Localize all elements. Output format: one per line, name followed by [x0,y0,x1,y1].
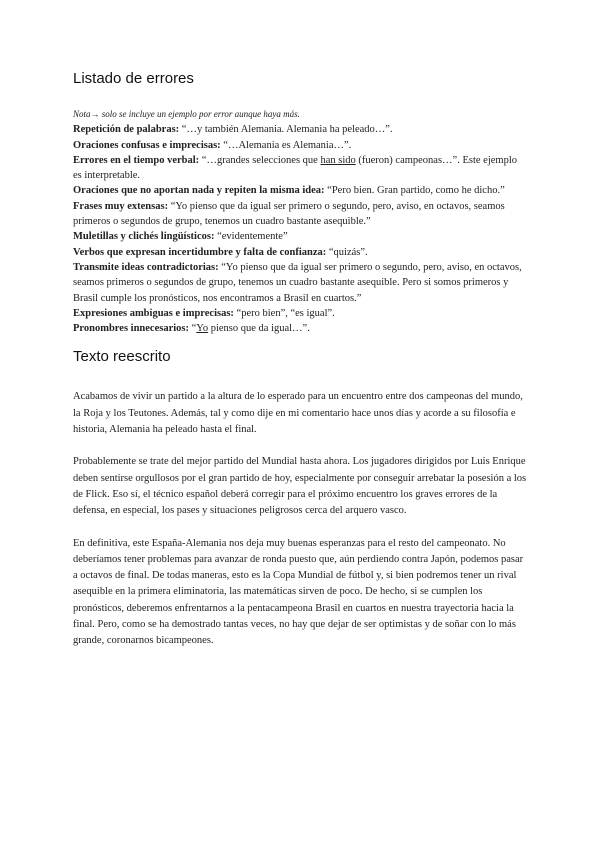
rewritten-heading: Texto reescrito [73,348,171,366]
document-page [73,70,528,666]
paragraph: Acabamos de vivir un partido a la altura de lo esperado para un encuentro entre dos campeonas del mundo, la Roja y los Teutones. Además, tal y como dije en mi comentario hace unos días y acorde a su filosofía e historia, Alemania ha peleado hasta el final. [73,391,523,436]
error-item: Muletillas y clichés lingüísticos: “evidentemente” [73,231,288,243]
error-item: Expresiones ambiguas e imprecisas: “pero bien”, “es igual”. [73,307,335,319]
paragraph: Probablemente se trate del mejor partido del Mundial hasta ahora. Los jugadores dirigidos por Luis Enrique deben sentirse orgullosos por el gran partido de hoy, especialmente por conseguir arrebatar la posesión a los de Flick. Eso sí, el técnico español deberá corregir para el próximo encuentro los graves errores de la defensa, en especial, los pases y situaciones peligrosos cerca del arquero vasco. [73,456,527,517]
error-label: Repetición de palabras: [73,124,180,136]
errors-list [73,107,528,336]
underlined-text: han sido [320,154,356,166]
error-label: Pronombres innecesarios: [73,323,189,335]
error-item: Repetición de palabras: “…y también Alemania. Alemania ha peleado…”. [73,124,393,136]
error-item: Oraciones confusas e imprecisas: “…Alemania es Alemania…”. [73,139,352,151]
error-label: Oraciones confusas e imprecisas: [73,139,221,151]
note: Nota→ solo se incluye un ejemplo por error aunque haya más. [73,109,300,119]
error-item: Errores en el tiempo verbal: “…grandes selecciones que han sido (fueron) campeonas…”. Este ejemplo es interpretable. [73,154,517,182]
underlined-text: Yo [196,323,209,335]
error-label: Expresiones ambiguas e imprecisas: [73,307,234,319]
rewritten-text [73,389,528,649]
error-item: Frases muy extensas: “Yo pienso que da igual ser primero o segundo, pero, aviso, en octavos, seamos primeros o segundos de grupo, tenemos un cuadro bastante asequible.” [73,200,505,228]
paragraph: En definitiva, este España-Alemania nos deja muy buenas esperanzas para el resto del campeonato. No deberíamos tener problemas para avanzar de ronda puesto que, aún perdiendo contra Japón, podemos pasar a octavos de final. De todas maneras, esto es la Copa Mundial de fútbol y, si bien podremos tener un rival asequible en la primera eliminatoria, las matemáticas sirven de poco. De hecho, si se cumplen los pronósticos, deberemos enfrentarnos a la pentacampeona Brasil en cuartos en nuestra trayectoria hacia la final. Pero, como se ha demostrado tantas veces, no hay que dejar de ser optimistas y de soñar con lo más grande, coronarnos bicampeones. [73,537,524,647]
error-item: Transmite ideas contradictorias: “Yo pienso que da igual ser primero o segundo, pero, aviso, en octavos, seamos primeros o segundos de grupo, tenemos un cuadro bastante asequible. Pero si somos primeros y Brasil cumple los pronósticos, nos encontramos a Brasil en cuartos.” [73,261,522,304]
error-label: Oraciones que no aportan nada y repiten la misma idea: [73,185,325,197]
error-item: Pronombres innecesarios: “Yo pienso que da igual…”. [73,323,310,335]
error-label: Transmite ideas contradictorias: [73,261,219,273]
error-label: Errores en el tiempo verbal: [73,154,200,166]
error-label: Frases muy extensas: [73,200,169,212]
error-item: Verbos que expresan incertidumbre y falta de confianza: “quizás”. [73,246,368,258]
error-item: Oraciones que no aportan nada y repiten la misma idea: “Pero bien. Gran partido, como he dicho.” [73,185,505,197]
error-label: Verbos que expresan incertidumbre y falta de confianza: [73,246,327,258]
errors-heading: Listado de errores [73,70,194,87]
error-label: Muletillas y clichés lingüísticos: [73,231,215,243]
